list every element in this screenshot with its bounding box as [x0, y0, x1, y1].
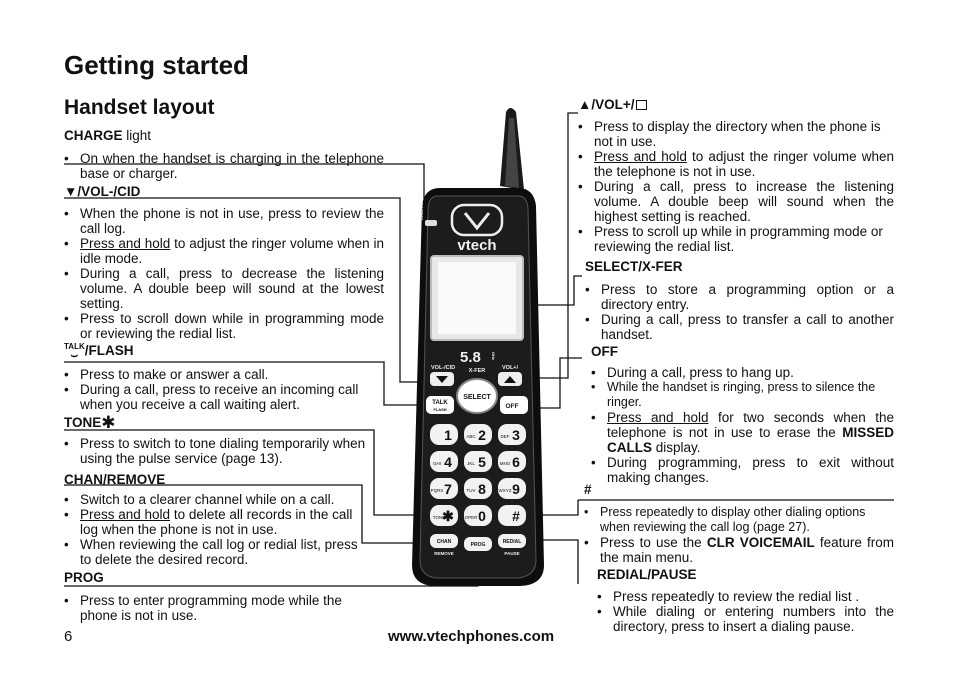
list-item: • Press to enter programming mode while the phone is not in use.: [64, 593, 364, 623]
list-item: • When the phone is not in use, press to review the call log.: [64, 206, 384, 236]
display-screen-inner: [438, 262, 516, 334]
charge-text: CHARGE: [419, 202, 424, 220]
list-item: • Press to switch to tone dialing temporarily when using the pulse service (page 13).: [64, 436, 374, 466]
hash-label: #: [584, 482, 592, 497]
list-item-text: for two seconds when the telephone is not in use to erase the: [607, 410, 894, 440]
leader-line: [64, 485, 424, 543]
list-item: • Switch to a clearer channel while on a call.: [64, 492, 364, 507]
leader-line: [64, 164, 424, 205]
vol-minus-text: VOL-/CID: [431, 365, 456, 371]
leader-line: [64, 198, 418, 382]
freq-text: 5.8: [460, 349, 481, 366]
list-item: • During a call, press to increase the listening volume. A double beep will sound when the highest setting is reached.: [578, 179, 894, 224]
list-item: • Press repeatedly to display other dialing options when reviewing the call log (page 27).: [584, 505, 894, 535]
list-item-text: display.: [652, 440, 701, 455]
key-digit: 3: [512, 427, 520, 443]
leader-line: [64, 430, 424, 515]
list-item: • While dialing or entering numbers into the directory, press to insert a dialing pause.: [597, 604, 894, 634]
volcid-label: ▼/VOL-/CID: [64, 184, 141, 199]
list-item: • On when the handset is charging in the telephone base or charger.: [64, 151, 384, 181]
page-title: Getting started: [64, 50, 249, 80]
key-digit: 6: [512, 454, 520, 470]
vol-plus-text: VOL+/: [502, 365, 519, 371]
select-label: SELECT/X-FER: [585, 259, 683, 274]
list-item: • When reviewing the call log or redial list, press to delete the desired record.: [64, 537, 364, 567]
talk-text: TALK: [432, 400, 448, 406]
key-letters: OPER: [464, 515, 478, 520]
key-digit: #: [512, 508, 520, 524]
list-item: • During programming, press to exit without making changes.: [591, 455, 894, 485]
brand-text: vtech: [457, 237, 497, 254]
list-item-text: feature from the main menu.: [600, 535, 895, 565]
charge-label-plain: light: [122, 128, 152, 143]
key-letters: TUV: [466, 488, 476, 493]
key-digit: 0: [478, 508, 486, 524]
list-item: • Press to scroll up while in programming mode or reviewing the redial list.: [578, 224, 894, 254]
key-letters: JKL: [467, 461, 475, 466]
charge-label-bold: CHARGE: [64, 128, 123, 143]
chan-text: CHAN: [436, 539, 452, 545]
talk-icon: TALK ⌣: [64, 342, 85, 362]
list-item: • Press repeatedly to review the redial list .: [597, 589, 894, 604]
redial-text: REDIAL: [502, 539, 522, 545]
list-item: • While the handset is ringing, press to silence the ringer.: [591, 380, 894, 410]
volplus-label-text: ▲/VOL+/: [578, 97, 635, 112]
list-item: • During a call, press to receive an incoming call when you receive a call waiting alert.: [64, 382, 384, 412]
off-label: OFF: [591, 344, 618, 359]
list-item-text: to adjust the ringer volume when the telephone is not in use.: [594, 149, 894, 179]
list-item: • During a call, press to transfer a call to another handset.: [585, 312, 894, 342]
clr-voicemail-text: CLR VOICEMAIL: [706, 535, 815, 550]
key-digit: 4: [444, 454, 452, 470]
key-letters: ABC: [466, 434, 476, 439]
charge-light: [425, 220, 437, 226]
key-digit: 2: [478, 427, 486, 443]
press-hold-text: Press and hold: [607, 410, 709, 425]
freq-unit-text: GHz: [491, 352, 496, 360]
talk-icon-text: TALK: [64, 342, 85, 351]
list-item: • Press to scroll down while in programming mode or reviewing the redial list.: [64, 311, 384, 341]
key-digit: ✱: [442, 508, 454, 524]
section-title: Handset layout: [64, 96, 215, 119]
key-letters: MNO: [499, 461, 511, 466]
list-item: • Press to display the directory when the phone is not in use.: [578, 119, 894, 149]
pause-text: PAUSE: [504, 551, 520, 556]
prog-label: PROG: [64, 570, 104, 585]
flash-text: FLASH: [433, 407, 447, 412]
footer-url: www.vtechphones.com: [388, 628, 555, 645]
remove-text: REMOVE: [434, 551, 454, 556]
page-number: 6: [64, 628, 73, 645]
key-digit: 9: [512, 481, 520, 497]
key-letters: WXYZ: [498, 488, 512, 493]
tone-key-text: TONE: [432, 515, 446, 520]
key-digit: 5: [478, 454, 486, 470]
tone-label-text: TONE: [64, 415, 102, 430]
list-item: • Press to store a programming option or a directory entry.: [585, 282, 894, 312]
list-item-text: to adjust the ringer volume when in idle mode.: [80, 236, 385, 266]
key-digit: 7: [444, 481, 452, 497]
select-text: SELECT: [463, 394, 491, 401]
key-letters: DEF: [500, 434, 510, 439]
missed-calls-text: MISSED CALLS: [607, 425, 894, 455]
redial-label: REDIAL/PAUSE: [597, 567, 697, 582]
key-letters: PQRS: [430, 488, 444, 493]
leader-line: [64, 362, 418, 405]
key-digit: 1: [444, 427, 452, 443]
list-item: • During a call, press to hang up.: [591, 365, 894, 380]
list-item-text: to delete all records in the call log when the phone is not in use.: [80, 507, 353, 537]
press-hold-text: Press and hold: [594, 149, 687, 164]
press-hold-text: Press and hold: [80, 507, 171, 522]
list-item: • During a call, press to decrease the listening volume. A double beep will sound at the lowest setting.: [64, 266, 384, 311]
prog-text: PROG: [470, 542, 486, 548]
list-item: • Press to make or answer a call.: [64, 367, 384, 382]
key-digit: 8: [478, 481, 486, 497]
press-hold-text: Press and hold: [80, 236, 171, 251]
key-letters: GHI: [432, 461, 442, 466]
xfer-text: X-FER: [468, 368, 486, 374]
off-text: OFF: [505, 403, 519, 410]
list-item-text: Press to use the: [600, 535, 707, 550]
star-icon: ✱: [101, 413, 116, 432]
chan-label: CHAN/REMOVE: [64, 472, 166, 487]
flash-label-text: /FLASH: [84, 343, 134, 358]
